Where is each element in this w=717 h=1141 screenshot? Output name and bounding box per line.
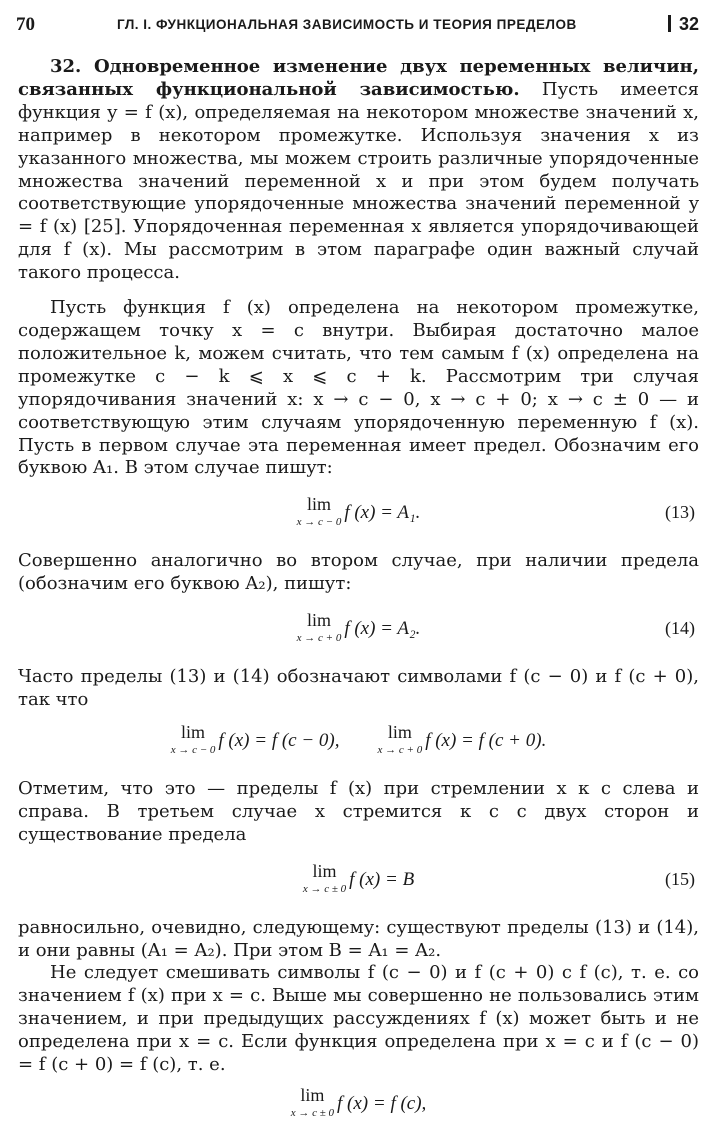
- limit-subscript: x → c + 0: [377, 743, 423, 756]
- limit-subscript: x → c ± 0: [290, 1107, 334, 1119]
- paragraph-equivalence: равносильно, очевидно, следующему: существуют пределы (13) и (14), и они равны (A₁ = A₂). При этом B = A₁ = A₂.: [18, 916, 699, 961]
- page-body: [18, 56, 699, 1141]
- limit-operator: lim x → c − 0: [296, 494, 342, 529]
- paragraph-intro: [18, 56, 699, 285]
- formula-left-limit: [171, 722, 340, 756]
- limit-operator: lim x → c ± 0: [302, 860, 347, 895]
- limit-operator: lim x → c + 0: [296, 610, 342, 645]
- formula-expression: f (x) = B: [349, 868, 415, 890]
- running-header: [16, 14, 699, 36]
- paragraph-warning: Не следует смешивать символы f (c − 0) и f (c + 0) с f (c), т. е. со значением f (x) при x = c. Выше мы совершенно не пользовались этим значением, и при предыдущих рассуждениях f (x) может быть и не определена при x = c. Если функция определена при x = c и f (c − 0) = f (c + 0) = f (c), т. е.: [18, 962, 699, 1076]
- formula-right-limit: [378, 722, 547, 756]
- limit-operator: lim x → c − 0: [170, 721, 216, 756]
- paragraph-definition: Пусть функция f (x) определена на некотором промежутке, содержащем точку x = c внутри. Выбирая достаточно малое положительное k, можем считать, что тем самым f (x) определена на промежутке c − k ⩽ x ⩽ c + k. Рассмотрим три случая упорядочивания значений x: x → c − 0, x → c + 0; x → c ± 0 — и соответствующую этим случаям упорядоченную переменную f (x). Пусть в первом случае эта переменная имеет предел. Обозначим его буквою A₁. В этом случае пишут:: [18, 297, 699, 479]
- equation-number: (15): [665, 868, 695, 889]
- section-reference: 32: [668, 14, 699, 35]
- equation-number: (14): [665, 618, 695, 639]
- equation-number: (13): [665, 502, 695, 523]
- formula-expression: f (x) = A₁.: [344, 502, 421, 524]
- paragraph-second-case: Совершенно аналогично во втором случае, при наличии предела (обозначим его буквою A₂), пишут:: [18, 550, 699, 595]
- paragraph-text: Пусть имеется функция y = f (x), определяемая на некотором множестве значений x, например в некотором промежутке. Используя значения x из указанного множества, мы можем строить различные упорядоченные множества значений переменной x и при этом будем получать соответствующие упорядоченные множества значений переменной y = f (x) [25]. Упорядоченная переменная x является упорядочивающей для f (x). Мы рассмотрим в этом параграфе один важный случай такого процесса.: [18, 78, 700, 284]
- limit-subscript: x → c ± 0: [302, 882, 347, 895]
- limit-subscript: x → c + 0: [296, 632, 342, 645]
- paragraph-one-sided: Отметим, что это — пределы f (x) при стремлении x к c слева и справа. В третьем случае x стремится к c с двух сторон и существование предела: [18, 777, 699, 845]
- formula-continuity: [18, 1085, 699, 1129]
- formula-expression: f (x) = A₂.: [344, 618, 421, 640]
- limit-operator: lim x → c + 0: [377, 721, 423, 756]
- formula-14: [18, 610, 699, 654]
- formula-pair: [18, 722, 699, 766]
- formula-expression: f (x) = f (c + 0).: [425, 729, 547, 751]
- section-title: 32. Одновременное изменение двух переменных величин, связанных функциональной зависимостью.: [18, 56, 699, 100]
- page-number: 70: [16, 14, 35, 35]
- limit-operator: lim x → c ± 0: [290, 1085, 334, 1119]
- formula-expression: f (x) = f (c),: [337, 1093, 427, 1114]
- formula-13: [18, 494, 699, 538]
- formula-expression: f (x) = f (c − 0),: [218, 729, 340, 751]
- limit-subscript: x → c − 0: [296, 516, 342, 529]
- running-title: ГЛ. I. ФУНКЦИОНАЛЬНАЯ ЗАВИСИМОСТЬ И ТЕОРИЯ ПРЕДЕЛОВ: [117, 17, 577, 32]
- paragraph-notation: Часто пределы (13) и (14) обозначают символами f (c − 0) и f (c + 0), так что: [18, 666, 699, 711]
- formula-15: [18, 861, 699, 905]
- limit-subscript: x → c − 0: [170, 743, 216, 756]
